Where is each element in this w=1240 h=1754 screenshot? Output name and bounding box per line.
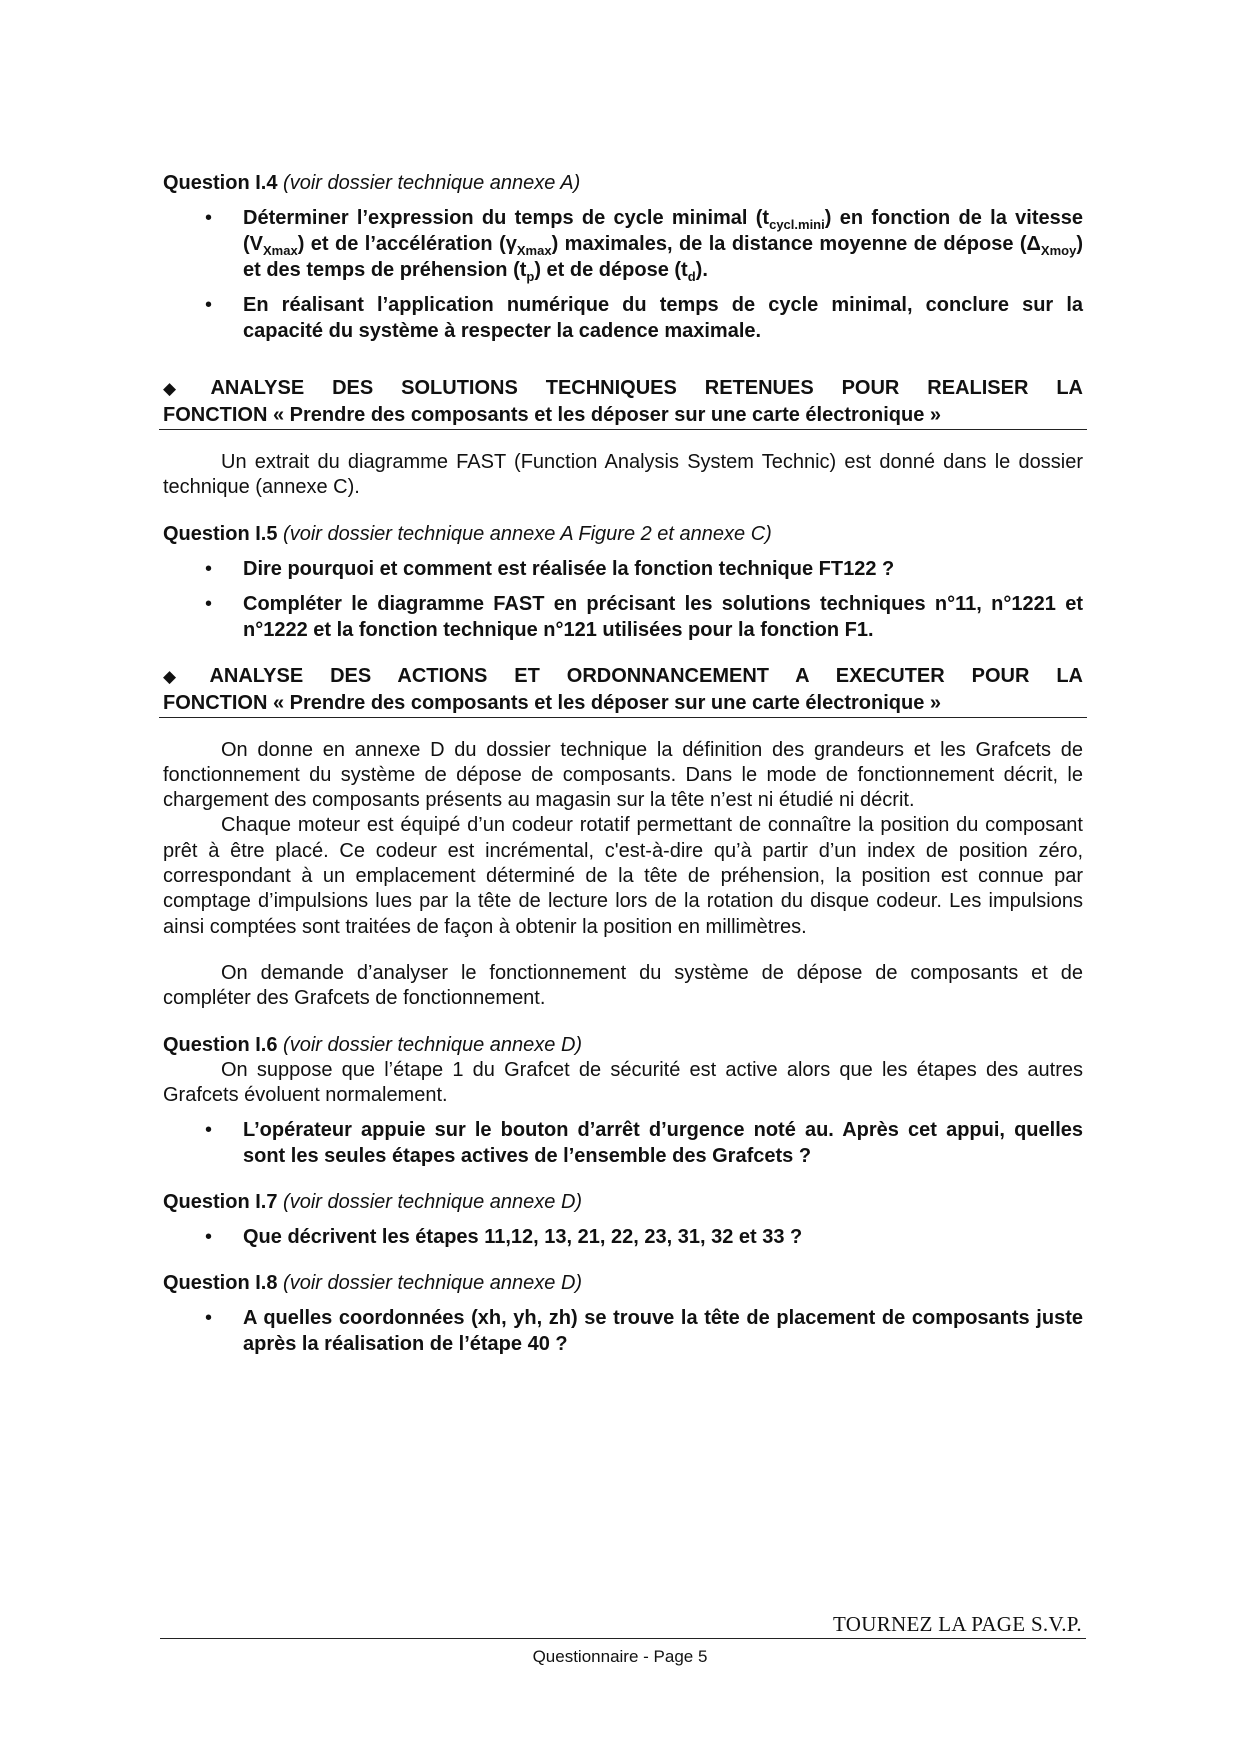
- section-title-line2: FONCTION « Prendre des composants et les déposer sur une carte électronique »: [163, 404, 942, 426]
- question-reference: (voir dossier technique annexe D): [283, 1033, 583, 1056]
- paragraph: On demande d’analyser le fonctionnement du système de dépose de composants et de compléter des Grafcets de fonctionnement.: [163, 961, 1083, 1010]
- bullet-item: • A quelles coordonnées (xh, yh, zh) se trouve la tête de placement de composants juste après la réalisation de l’étape 40 ?: [163, 1305, 1083, 1357]
- diamond-icon: ◆: [163, 666, 198, 686]
- question-number: Question I.8: [163, 1272, 278, 1295]
- question-reference: (voir dossier technique annexe A Figure 2 et annexe C): [283, 522, 772, 545]
- question-number: Question I.6: [163, 1033, 278, 1056]
- paragraph: On suppose que l’étape 1 du Grafcet de sécurité est active alors que les étapes des autres Grafcets évoluent normalement.: [163, 1058, 1083, 1106]
- question-heading: [163, 1270, 1083, 1296]
- paragraph: Un extrait du diagramme FAST (Function Analysis System Technic) est donné dans le dossier technique (annexe C).: [163, 451, 1083, 499]
- bullet-item: • L’opérateur appuie sur le bouton d’arrêt d’urgence noté au. Après cet appui, quelles sont les seules étapes actives de l’ensemble des Grafcets ?: [163, 1117, 1083, 1169]
- section-title-line1: ◆ ANALYSE DES ACTIONS ET ORDONNANCEMENT A EXECUTER POUR LA: [163, 664, 1083, 687]
- question-heading: [163, 521, 1083, 547]
- paragraph: On donne en annexe D du dossier technique la définition des grandeurs et les Grafcets de fonctionnement du système de dépose de composants. Dans le mode de fonctionnement décrit, le chargement des composants présents au magasin sur la tête n’est ni étudié ni décrit.: [163, 738, 1083, 812]
- paragraph: Chaque moteur est équipé d’un codeur rotatif permettant de connaître la position du composant prêt à être placé. Ce codeur est incrémental, c'est-à-dire qu’à partir d’un index de position zéro, correspondant à un emplacement déterminé de la tête de préhension, la position est connue par comptage d’impulsions lues par la tête de lecture lors de la rotation du disque codeur. Les impulsions ainsi comptées sont traitées de façon à obtenir la position en millimètres.: [163, 814, 1083, 938]
- question-bullets: [163, 1305, 1083, 1357]
- page-content: [163, 170, 1083, 1357]
- question-bullets: [163, 205, 1083, 344]
- question-number: Question I.4: [163, 172, 278, 194]
- bullet-item: • Que décrivent les étapes 11,12, 13, 21, 22, 23, 31, 32 et 33 ?: [163, 1224, 1083, 1250]
- section-heading: [163, 663, 1083, 718]
- question-bullets: [163, 556, 1083, 643]
- section-title-line1: ◆ ANALYSE DES SOLUTIONS TECHNIQUES RETENUES POUR REALISER LA: [163, 377, 1083, 399]
- bullet-item: • Déterminer l’expression du temps de cycle minimal $(t_{cycl.mini})$ en fonction de la vitesse $(V_{Xmax})$ et de l’accélération $(\gamma_{Xmax})$ maximales, de la distance moyenne de dépose $(\Delta_{Xmoy})$ et des temps de préhension $(t_p)$ et de dépose $(t_d)$.: [163, 205, 1083, 283]
- footer-divider: [160, 1638, 1086, 1639]
- section-title-line2: FONCTION « Prendre des composants et les déposer sur une carte électronique »: [163, 691, 942, 714]
- page-footer: Questionnaire - Page 5: [532, 1647, 708, 1666]
- question-reference: (voir dossier technique annexe D): [283, 1191, 583, 1214]
- question-heading: [163, 170, 1083, 196]
- bullet-item: • Compléter le diagramme FAST en précisant les solutions techniques n°11, n°1221 et n°1222 et la fonction technique n°121 utilisées pour la fonction F1.: [163, 591, 1083, 643]
- bullet-item: • Dire pourquoi et comment est réalisée la fonction technique FT122 ?: [163, 556, 1083, 582]
- question-number: Question I.7: [163, 1191, 278, 1214]
- diamond-icon: ◆: [163, 379, 199, 398]
- question-reference: (voir dossier technique annexe A): [283, 172, 581, 194]
- section-heading: [163, 375, 1083, 430]
- question-number: Question I.5: [163, 522, 278, 545]
- question-heading: [163, 1189, 1083, 1215]
- section-divider: [159, 717, 1087, 718]
- question-heading: [163, 1032, 1083, 1058]
- question-reference: (voir dossier technique annexe D): [283, 1272, 583, 1295]
- question-bullets: [163, 1224, 1083, 1250]
- turn-page-notice: TOURNEZ LA PAGE S.V.P.: [833, 1612, 1082, 1636]
- question-bullets: [163, 1117, 1083, 1169]
- bullet-item: • En réalisant l’application numérique du temps de cycle minimal, conclure sur la capacité du système à respecter la cadence maximale.: [163, 292, 1083, 344]
- section-divider: [159, 429, 1087, 430]
